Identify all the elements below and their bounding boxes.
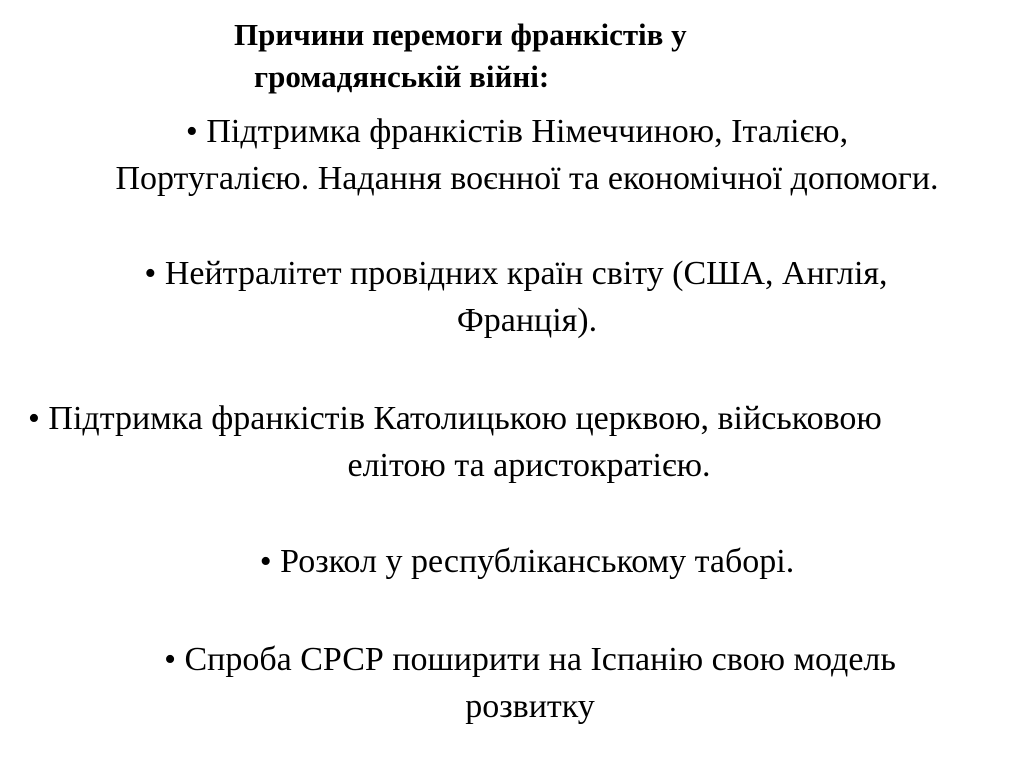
- bullet-republican-split: [0, 538, 1024, 585]
- bullet-church-support: [0, 395, 1024, 489]
- bullet-neutrality: [0, 250, 1024, 344]
- bullet-line: Франція).: [456, 302, 598, 339]
- bullet-foreign-support: [0, 108, 1024, 202]
- bullet-line: • Підтримка франкістів Католицькою церквою, військовою: [28, 400, 882, 437]
- bullet-line: • Спроба СРСР поширити на Іспанію свою модель: [164, 641, 896, 678]
- bullet-line: • Розкол у республіканському таборі.: [259, 543, 795, 580]
- bullet-line: розвитку: [465, 688, 595, 725]
- title-line-1: Причини перемоги франкістів у: [234, 17, 687, 52]
- bullet-line: • Нейтралітет провідних країн світу (США, Англія,: [144, 255, 888, 292]
- bullet-line: • Підтримка франкістів Німеччиною, Італією,: [185, 113, 849, 150]
- bullet-line: Португалією. Надання воєнної та економічної допомоги.: [115, 160, 939, 197]
- bullet-line: елітою та аристократією.: [347, 447, 711, 484]
- slide-title: [0, 14, 1024, 98]
- title-line-2: громадянській війні:: [254, 59, 550, 94]
- bullet-ussr-attempt: [0, 636, 1024, 730]
